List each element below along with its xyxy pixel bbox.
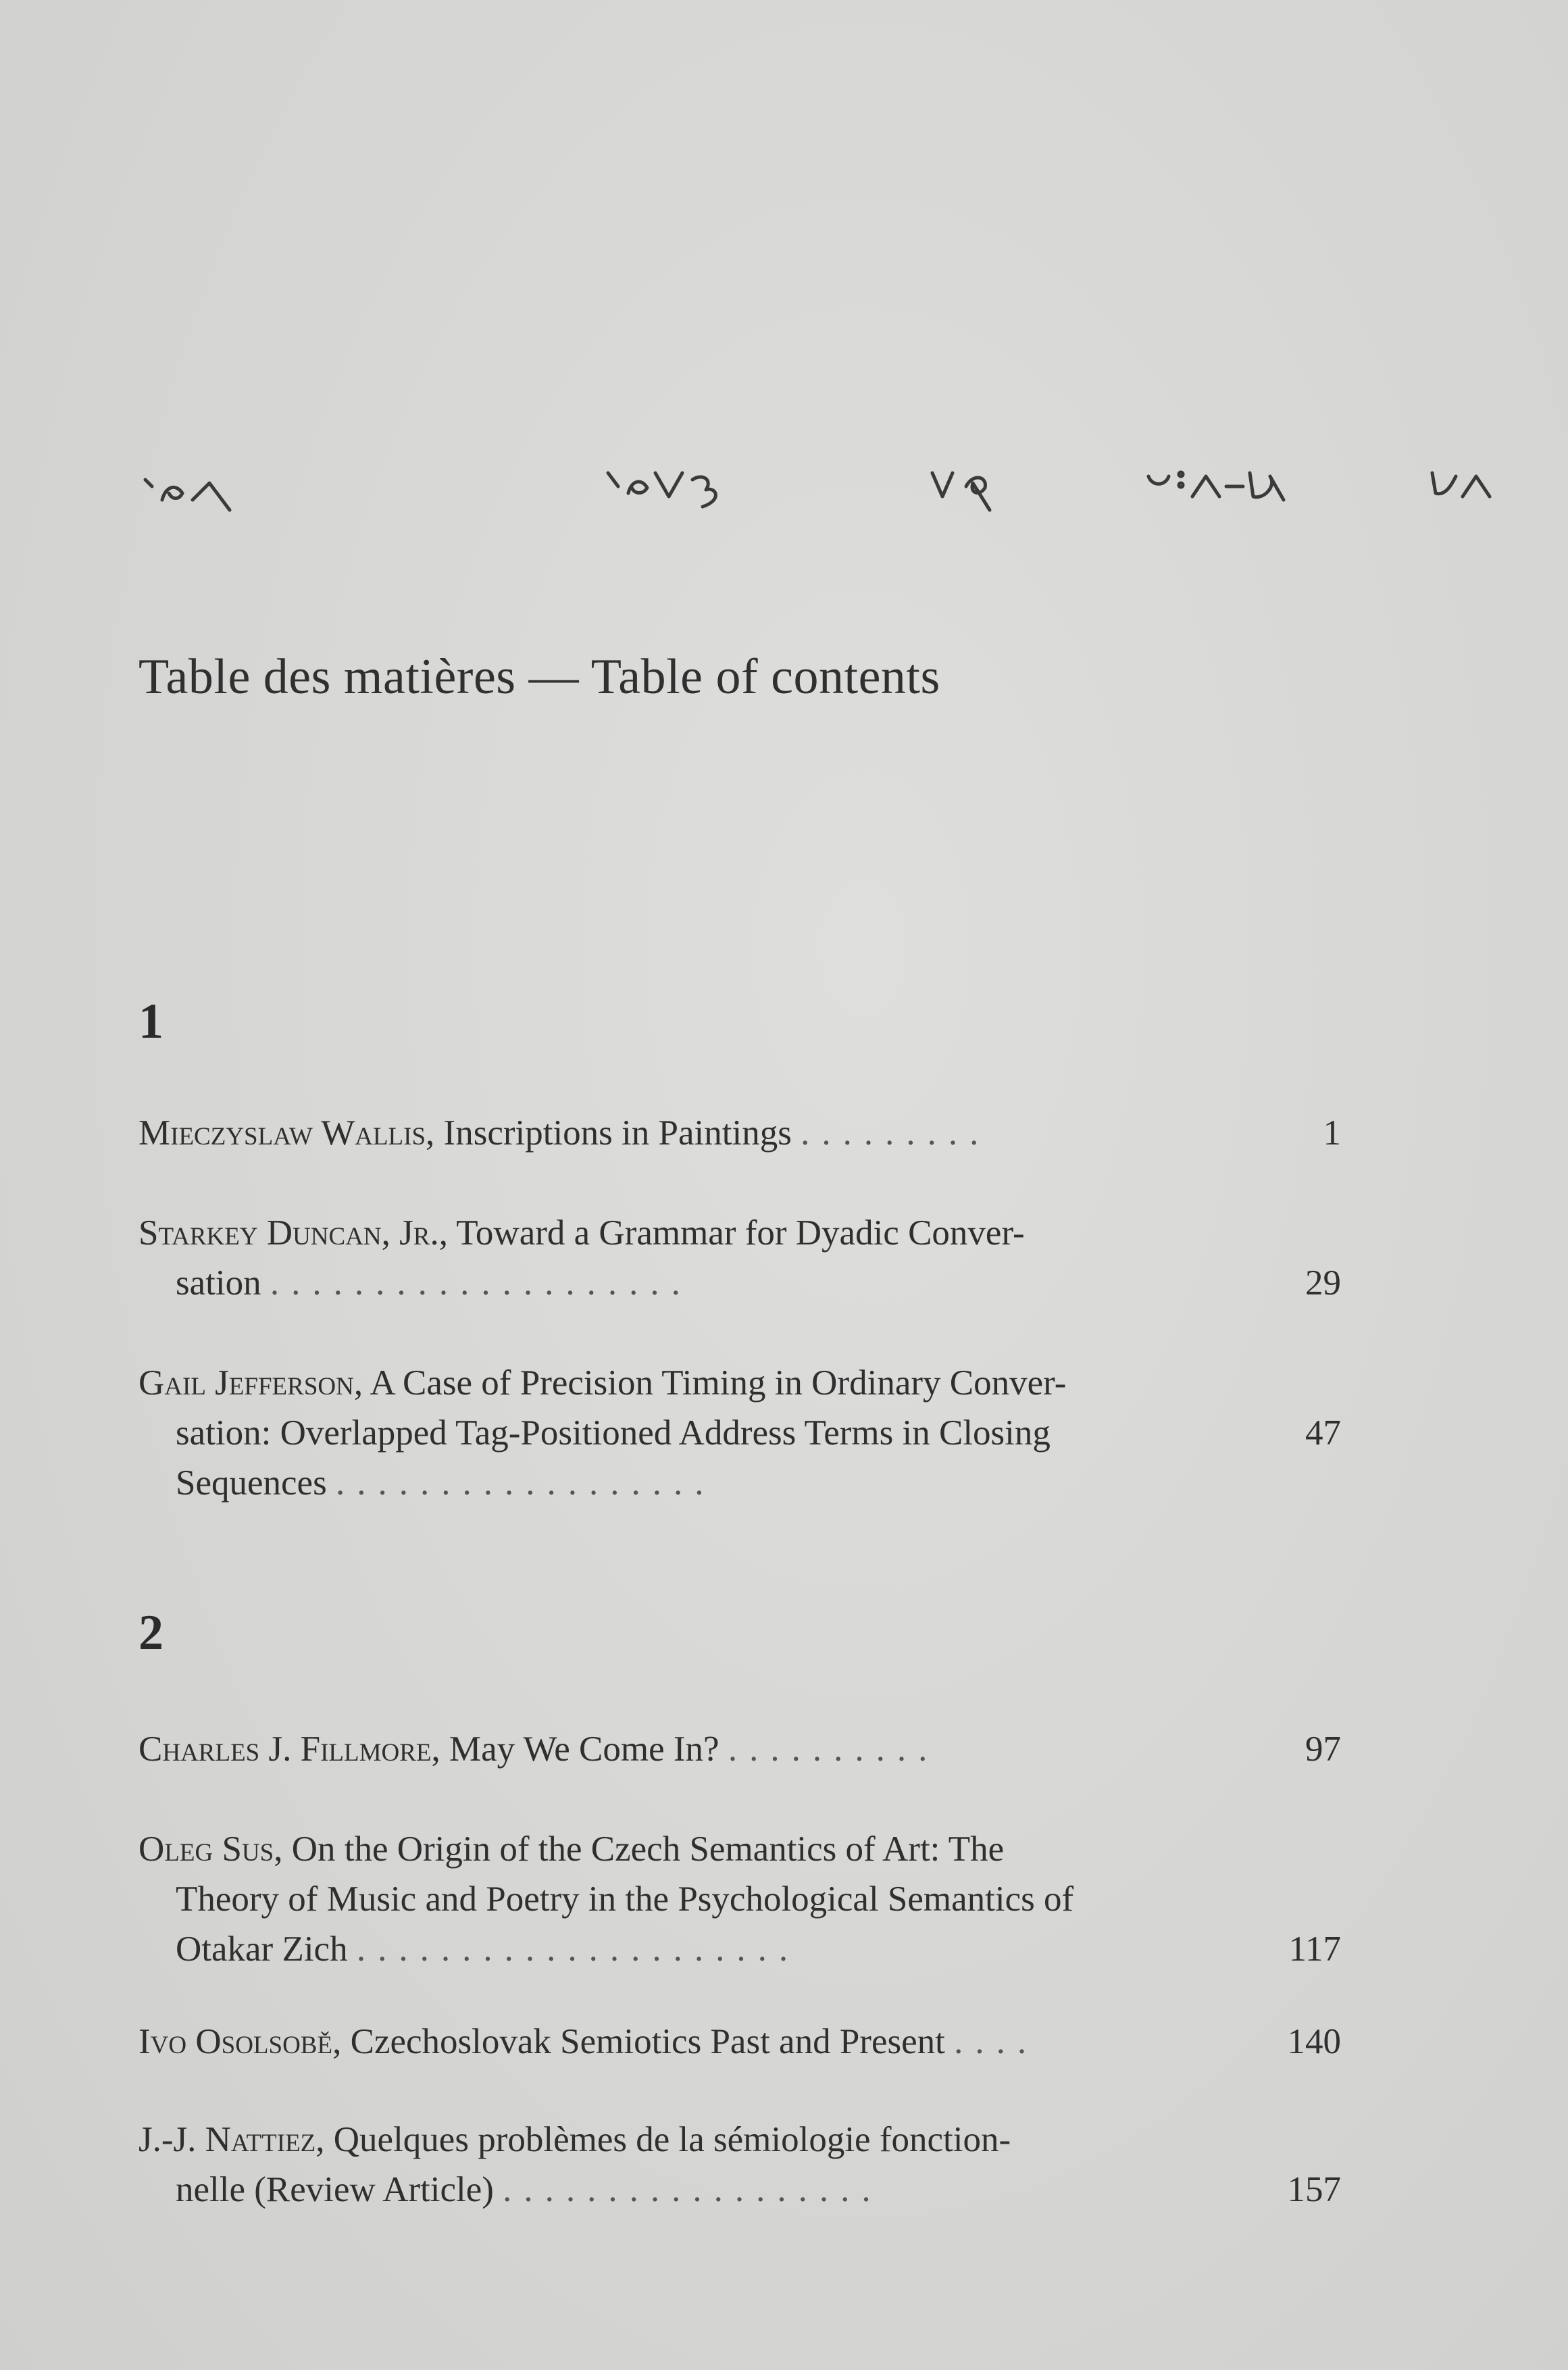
entry-title-line: May We Come In?: [449, 1730, 719, 1769]
entry-author: J.-J. Nattiez: [138, 2120, 316, 2159]
entry-author: Charles J. Fillmore: [138, 1730, 432, 1769]
entry-text: Charles J. Fillmore, May We Come In? ..........: [138, 1730, 940, 1769]
entry-title-line: Inscriptions in Paintings: [443, 1113, 792, 1153]
entry-title-line: Quelques problèmes de la sémiologie fonction-: [333, 2120, 1011, 2159]
page-title: Table des matières — Table of contents: [138, 649, 940, 705]
entry-page-number: 117: [1288, 1930, 1341, 1969]
entry-text: Oleg Sus, On the Origin of the Czech Semantics of Art: The Theory of Music and Poetry in the Psychological Semantics of Otakar Zich .....................: [138, 1830, 1074, 1969]
entry-author: Ivo Osolsobě: [138, 2022, 333, 2061]
dot-leader: ..................: [335, 1463, 716, 1503]
entry-text: J.-J. Nattiez, Quelques problèmes de la sémiologie fonction- nelle (Review Article) ..................: [138, 2120, 1011, 2209]
entry-page-number: 97: [1305, 1730, 1341, 1769]
toc-entry[interactable]: [138, 1824, 1341, 1974]
entry-title-line: Sequences: [176, 1463, 327, 1503]
toc-entry[interactable]: [138, 1724, 1341, 1774]
dot-leader: ....: [954, 2022, 1039, 2061]
toc-entry[interactable]: [138, 2017, 1341, 2067]
entry-author: Gail Jefferson: [138, 1363, 354, 1403]
toc-entry[interactable]: [138, 2115, 1341, 2215]
entry-title-line: sation: [176, 1263, 261, 1303]
entry-title-line: A Case of Precision Timing in Ordinary Conver-: [370, 1363, 1067, 1403]
entry-author: Mieczyslaw Wallis: [138, 1113, 426, 1153]
handwriting-drawing: [135, 446, 1513, 520]
entry-page-number: 1: [1323, 1113, 1341, 1153]
entry-text: Starkey Duncan, Jr., Toward a Grammar for Dyadic Conver- sation ....................: [138, 1213, 1025, 1303]
entry-title-line: sation: Overlapped Tag-Positioned Address Terms in Closing: [176, 1413, 1051, 1453]
entry-page-number: 47: [1305, 1413, 1341, 1453]
entry-page-number: 157: [1287, 2170, 1341, 2209]
entry-title-line: On the Origin of the Czech Semantics of Art: The: [291, 1830, 1005, 1869]
entry-text: Ivo Osolsobě, Czechoslovak Semiotics Past and Present ....: [138, 2022, 1039, 2061]
entry-title-line: Otakar Zich: [176, 1930, 348, 1969]
entry-author: Oleg Sus: [138, 1830, 274, 1869]
entry-text: Mieczyslaw Wallis, Inscriptions in Paintings .........: [138, 1113, 991, 1153]
entry-page-number: 140: [1287, 2022, 1341, 2061]
entry-title-line: nelle (Review Article): [176, 2170, 494, 2209]
entry-title-line: Theory of Music and Poetry in the Psychological Semantics of: [176, 1880, 1074, 1919]
entry-author: Starkey Duncan, Jr.: [138, 1213, 439, 1253]
section-number-1: 1: [138, 994, 163, 1049]
entry-page-number: 29: [1305, 1263, 1341, 1303]
dot-leader: ..........: [728, 1730, 940, 1769]
section-number-2: 2: [138, 1605, 163, 1661]
entry-title-line: Toward a Grammar for Dyadic Conver-: [456, 1213, 1025, 1253]
entry-text: Gail Jefferson, A Case of Precision Timing in Ordinary Conver- sation: Overlapped Tag-Positioned Address Terms in Closing Sequences ..................: [138, 1363, 1067, 1503]
handwritten-annotations: [135, 446, 1513, 520]
dot-leader: .....................: [356, 1930, 801, 1969]
toc-entry[interactable]: [138, 1208, 1341, 1308]
dot-leader: .........: [801, 1113, 991, 1153]
toc-entry[interactable]: [138, 1108, 1341, 1158]
toc-entry[interactable]: [138, 1358, 1341, 1508]
dot-leader: ....................: [270, 1263, 692, 1303]
dot-leader: ..................: [503, 2170, 883, 2209]
entry-title-line: Czechoslovak Semiotics Past and Present: [350, 2022, 945, 2061]
